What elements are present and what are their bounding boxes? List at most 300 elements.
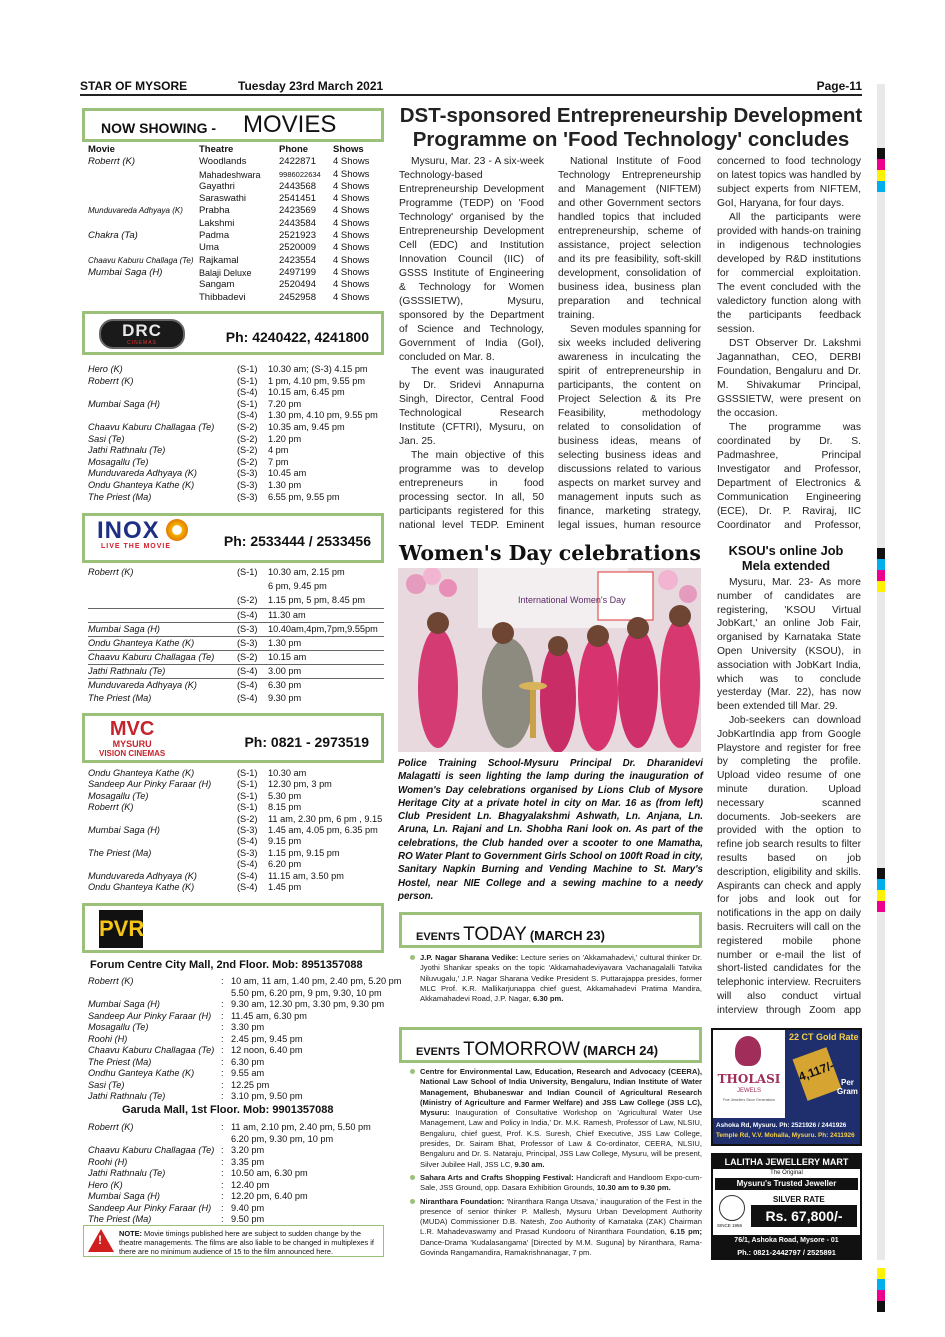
screen-label: (S-4) — [237, 610, 258, 620]
pvr-garuda-schedule — [88, 1121, 384, 1225]
movie-title — [88, 193, 199, 205]
film-title: Mumbai Saga (H) — [88, 398, 160, 409]
show-times: 12.30 pm, 3 pm — [268, 779, 332, 790]
show-times: 11.15 am, 3.50 pm — [268, 870, 344, 881]
drc-logo: DRC CINEMAS — [99, 319, 185, 349]
theatre-name: Prabha — [199, 205, 230, 217]
pvr-forum-heading: Forum Centre City Mall, 2nd Floor. Mob: 8951357088 — [90, 959, 363, 971]
theatre-phone: 2423569 — [279, 205, 316, 217]
theatre-phone: 9986022634 — [279, 169, 321, 179]
movie-row — [88, 181, 383, 193]
show-times: 11.30 am — [268, 610, 306, 620]
col-shows: Shows — [333, 144, 364, 155]
ksou-headline: KSOU's online Job Mela extended — [728, 543, 844, 573]
show-times: 7 pm — [268, 456, 289, 467]
film-title: Roberrt (K) — [88, 375, 134, 386]
mvc-schedule — [88, 767, 384, 892]
showtime-row — [88, 1056, 384, 1068]
paper-name: STAR OF MYSORE — [80, 79, 188, 93]
showtime-row — [88, 1190, 384, 1202]
show-count: 4 Shows — [333, 168, 370, 180]
showtime-row — [88, 813, 384, 824]
show-times: 10.15 am, 6.45 pm — [268, 387, 345, 398]
show-times: 1 pm, 4.10 pm, 9.55 pm — [268, 375, 366, 386]
theatre-name: Thibbadevi — [199, 291, 246, 303]
col-theatre: Theatre — [199, 144, 234, 155]
movie-title — [88, 279, 199, 291]
movie-title: Chaavu Kaburu Challaga (Te) — [88, 255, 194, 265]
movie-row — [88, 193, 383, 205]
color-registration-marks — [877, 548, 885, 592]
show-times: 6.30 pm — [268, 680, 302, 690]
drc-schedule — [88, 363, 384, 502]
pvr-header — [82, 903, 384, 953]
film-title: Munduvareda Adhyaya (K) — [88, 870, 197, 881]
bullet-icon — [410, 955, 415, 960]
article-paragraph: The event was inaugurated by Dr. Sridevi Annapurna Singh, Director, Central Food Technological Research Institute (CFTRI), Mysuru, on Jan. 25. — [399, 366, 544, 447]
movie-row — [88, 230, 383, 242]
showtime-row — [88, 608, 384, 622]
screen-label: : — [221, 1122, 224, 1132]
movie-title: Mumbai Saga (H) — [88, 266, 163, 278]
movie-title — [88, 242, 199, 254]
screen-label: : — [221, 1156, 224, 1167]
film-title: The Priest (Ma) — [88, 1056, 152, 1067]
now-showing-header — [82, 108, 384, 142]
showtime-row — [88, 1133, 384, 1145]
show-times: 9.55 am — [231, 1068, 265, 1078]
issue-date: Tuesday 23rd March 2021 — [238, 79, 384, 93]
showtime-row — [88, 998, 384, 1010]
showtime-row — [88, 987, 384, 999]
article-headline: DST-sponsored Entrepreneurship Development Programme on 'Food Technology' concludes — [399, 104, 863, 151]
show-times: 1.30 pm — [268, 638, 302, 648]
film-title: Mosagallu (Te) — [88, 456, 149, 467]
showtime-row — [88, 467, 384, 479]
movie-title — [88, 218, 199, 230]
screen-label: (S-4) — [237, 859, 258, 870]
show-times: 10.35 am, 9.45 pm — [268, 421, 345, 432]
events-tomorrow-header — [399, 1027, 702, 1063]
movie-row — [88, 267, 383, 279]
show-times: 6 pm, 9.45 pm — [268, 581, 327, 591]
screen-label: (S-2) — [237, 433, 258, 444]
note-text: Movie timings published here are subject to sudden change by the theatre managements. The films are also liable to be changed in multiplexes if there are no minimum audience of 15 to the film announced here. — [119, 1229, 374, 1256]
show-count: 4 Shows — [333, 180, 370, 192]
show-times: 9.30 pm — [268, 693, 302, 703]
showtime-row — [88, 1167, 384, 1179]
showtime-row — [88, 444, 384, 456]
mvc-phone: Ph: 0821 - 2973519 — [244, 734, 369, 750]
screen-label: (S-4) — [237, 881, 258, 892]
show-times: 9.50 pm — [231, 1214, 265, 1224]
show-times: 9.40 pm — [231, 1202, 265, 1213]
film-title: Munduvareda Adhyaya (K) — [88, 680, 197, 690]
screen-label: (S-2) — [237, 456, 258, 467]
movie-title: Roberrt (K) — [88, 156, 135, 168]
show-times: 10.45 am — [268, 468, 307, 479]
film-title: Jathi Rathnalu (Te) — [88, 1168, 166, 1178]
theatre-name: Balaji Deluxe — [199, 267, 252, 278]
show-times: 3.35 pm — [231, 1156, 265, 1167]
showtime-row — [88, 1213, 384, 1225]
showtime-row — [88, 363, 384, 375]
article-paragraph: The main objective of this programme was to develop entrepreneurs in food processing sector. In all, 50 participants registered for this national level TEDP. Eminent — [399, 450, 544, 531]
show-times: 10.50 am, 6.30 pm — [231, 1168, 308, 1178]
showtime-row — [88, 1179, 384, 1191]
screen-label: (S-1) — [237, 802, 258, 813]
showtime-row — [88, 881, 384, 892]
womens-day-headline: Women's Day celebrations — [399, 541, 701, 565]
show-times: 12.25 pm — [231, 1079, 270, 1090]
film-title: Ondu Ghanteya Kathe (K) — [88, 638, 195, 648]
showtime-row — [88, 767, 384, 778]
bullet-icon — [410, 1175, 415, 1180]
note-label: NOTE: — [119, 1229, 142, 1238]
screen-label: (S-4) — [237, 836, 258, 847]
show-count: 4 Shows — [333, 205, 370, 217]
screen-label: : — [221, 1214, 224, 1224]
show-times: 1.45 am, 4.05 pm, 6.35 pm — [268, 824, 378, 835]
tholasi-logo-panel: THOLASI JEWELS Fine Jewellers Since Generations — [713, 1030, 785, 1118]
article-paragraph: All the participants were provided with hands-on training in indigenous technologies developed by R&D institutions for commercial exploitation. The event concluded with the valedictory function along with the participants feedback session. — [717, 212, 861, 335]
show-times: 4 pm — [268, 445, 289, 456]
screen-label: (S-2) — [237, 813, 258, 824]
showtime-row — [88, 386, 384, 398]
showtime-row — [88, 1121, 384, 1133]
event-details: 'Niranthara Ranga Utsava,' inauguration of the Fest in the presence of senior thinker P. Mallesh, Mysuru Urban Development Authority (MUDA) Commissioner D.B. Natesh, Zoo Authority of Karnataka (ZAK) Chairman L.R. Mahadevaswamy and Prasad Kundooru of Niranthara Foundation, — [420, 1196, 702, 1237]
showtime-row — [88, 824, 384, 835]
event-details: Inauguration of Consultative Workshop on 'Agricultural Water Use Management, Law and Policy in India,' Dr. M.K. Ramesh, Professor of Law, NLSIU, Bengaluru, chief guest, Prof. K.S. Suresh, Chief Executive, JSS Law College, presides, Dr. Sairam Bhat, Professor of Law & Co-ordinator, CEERA, NLSIU, Bengaluru and Dr. S. Nataraju, Principal, JSS Law College, Mysuru, will be present, Silver Jubilee Hall, JSS LC, — [420, 1108, 702, 1169]
showtime-row — [88, 858, 384, 869]
showtime-row — [88, 778, 384, 789]
film-title: Roohi (H) — [88, 1033, 128, 1044]
theatre-name: Uma — [199, 242, 220, 254]
show-times: 3.10 pm, 9.50 pm — [231, 1091, 303, 1101]
show-times: 10.15 am — [268, 652, 307, 662]
event-time: 10.30 am to 9.30 pm. — [596, 1183, 671, 1193]
event-item — [420, 1067, 702, 1170]
movie-row — [88, 292, 383, 304]
theatre-name: Rajkamal — [199, 254, 239, 266]
screen-label: (S-1) — [237, 398, 258, 409]
now-showing-label: NOW SHOWING - — [101, 120, 217, 136]
theatre-phone: 2520494 — [279, 279, 316, 291]
show-times: 11 am, 2.10 pm, 2.40 pm, 5.50 pm — [231, 1122, 371, 1132]
inox-logo: INOX LIVE THE MOVIE — [97, 519, 188, 549]
film-title: Sasi (Te) — [88, 433, 125, 444]
tholasi-jewels-ad: THOLASI JEWELS Fine Jewellers Since Generations 22 CT Gold Rate 4,117/- Per Gram Ashoka Rd, Mysuru. Ph: 2521926 / 2441926 Temple Rd, V.V. Mohalla, Mysuru. Ph: 2411926 — [711, 1028, 862, 1146]
film-title: Ondu Ghanteya Kathe (K) — [88, 768, 195, 778]
pvr-logo: PVR — [99, 910, 143, 948]
theatre-phone: 2521923 — [279, 230, 316, 242]
event-time: 6.30 pm. — [533, 994, 564, 1004]
pvr-forum-schedule — [88, 975, 402, 1102]
film-title: Sandeep Aur Pinky Faraar (H) — [88, 779, 212, 790]
show-times: 2.45 pm, 9.45 pm — [231, 1033, 303, 1044]
film-title: The Priest (Ma) — [88, 1214, 152, 1224]
showtime-row — [88, 1010, 384, 1022]
screen-label: : — [221, 1056, 224, 1067]
theatre-phone: 2497199 — [279, 266, 316, 278]
screen-label: (S-3) — [237, 479, 258, 490]
show-times: 10.30 am, 2.15 pm — [268, 567, 345, 577]
film-title: Mumbai Saga (H) — [88, 1191, 160, 1201]
show-times: 3.30 pm — [231, 1022, 265, 1032]
color-registration-marks — [877, 148, 885, 192]
banner-text: International Women's Day — [518, 595, 626, 605]
show-times: 6.20 pm, 9.30 pm, 10 pm — [231, 1133, 334, 1144]
show-times: 12.20 pm, 6.40 pm — [231, 1191, 308, 1201]
article-paragraph: Mysuru, Mar. 23 - A six-week Technology-based Entrepreneurship Development Programme (TEDP) on 'Food Technology' organised by the Entrepreneurship Development Cell (EDC) and Institution Innovation Council (IIC) of GSSS Institute of Engineering & Technology for Women (GSSSIETW), Mysuru, sponsored by the Department of Science and Technology, Government of India (GoI), concluded on Mar. 8. — [399, 156, 544, 363]
ksou-article — [717, 576, 861, 1016]
showtime-row — [88, 835, 384, 846]
event-organiser: Sahara Arts and Crafts Shopping Festival: — [420, 1172, 574, 1182]
lalitha-jewellery-ad: LALITHA JEWELLERY MART The Original Mysuru's Trusted Jeweller SINCE 1956 SILVER RATE Rs. 67,800/- 76/1, Ashoka Road, Mysore - 01 Ph.: 0821-2442797 / 2525891 — [711, 1153, 862, 1260]
theatre-name: Gayathri — [199, 180, 235, 192]
event-details: Handicraft and Handloom Expo-cum-Sale, JSS Ground, opp. Dasara Exhibition Grounds, — [420, 1172, 703, 1193]
event-time: 6.15 pm; — [670, 1227, 702, 1237]
film-title: Mumbai Saga (H) — [88, 624, 160, 634]
lalitha-emblem-icon — [719, 1195, 745, 1221]
drc-phone: Ph: 4240422, 4241800 — [225, 329, 369, 345]
screen-label: (S-3) — [237, 468, 258, 479]
showtime-row — [88, 847, 384, 858]
show-times: 1.45 pm — [268, 881, 302, 892]
film-title: Roohi (H) — [88, 1156, 128, 1167]
show-times: 1.30 pm, 4.10 pm, 9.55 pm — [268, 410, 378, 421]
screen-label: (S-1) — [237, 375, 258, 386]
show-times: 6.20 pm — [268, 859, 302, 870]
film-title: The Priest (Ma) — [88, 491, 152, 502]
screen-label: : — [221, 1168, 224, 1178]
film-title: The Priest (Ma) — [88, 847, 152, 858]
showtime-row — [88, 636, 384, 650]
show-times: 1.20 pm — [268, 433, 302, 444]
film-title: Roberrt (K) — [88, 976, 134, 986]
events-today-header — [399, 912, 702, 948]
theatre-name: Woodlands — [199, 156, 247, 168]
article-paragraph: Mysuru, Mar. 23- As more number of candidates are registering, 'KSOU Virtual JobKart,' an online Job Fair, organised by Karnataka State Open University (KSOU), in association with JobKart India, which was to conclude yesterday (Mar. 22), has now been extended till Mar. 29. — [717, 577, 861, 713]
theatre-name: Saraswathi — [199, 193, 246, 205]
event-details: Lecture series on 'Akkamahadevi,' cultural thinker Dr. Jyothi Shankar speaks on the topic 'Akkamahadeviyavara Vachanagalalli Tatvika Niluvugalu,' J.P. Nagar Sharana Vedike President S. Puttarajappa presides, former MLC Prof. K.R. Mallikarjunappa chief guest, Akkamahadevi Pratima Mandira, Akkamahadevi Road, J.P. Nagar, — [420, 953, 702, 1004]
article-paragraph: National Institute of Food Technology Entrepreneurship and Management (NIFTEM) and other Government sectors handled topics that included entrepreneurship, scheme of assistance, project selection and its pre feasibility, soft-skill development, consolidation of business idea, business plan preparation and technical training. — [558, 156, 701, 321]
screen-label: (S-4) — [237, 666, 258, 676]
inox-header — [82, 513, 384, 563]
article-paragraph: The programme was coordinated by Dr. S. Padmashree, Principal Investigator and Professor, Department of Electronics & Communication Engineering (ECE), Dr. P. Raviraj, IIC Coordinator and Professor, — [717, 422, 861, 531]
col-phone: Phone — [279, 144, 309, 155]
showtime-row — [88, 566, 384, 580]
event-organiser: Centre for Environmental Law, Education, Research and Advocacy (CEERA), National Law School of India University, Bengaluru, Indian Institute of Water Management, Bhubaneswar and Indian Council of Agricultural Research (Ministry of Agriculture and Farmer Welfare) and JSS Law College (JSS LC), Mysuru: — [420, 1067, 702, 1118]
screen-label: (S-2) — [237, 595, 258, 605]
movie-row — [88, 156, 383, 168]
womens-day-caption: Police Training School-Mysuru Principal Dr. Dharanidevi Malagatti is seen lighting the lamp during the inauguration of Women's Day celebrations organised by Lions Club of Mysore Heritage City at a private hotel in city on Mar. 16 as (from left) Club President Ln. Bhagyalakshmi Ashwath, Ln. Anjana, Ln. Aruna, Ln. Rajani and Ln. Shobha Rani look on. As part of the celebrations, the Club handed over a scooter to one Mamatha, RO Water Plant to Government Girls School on 100ft Road in city, Sanitary Napkin Burning and Vending Machine to St. Mary's Hostel, near NIE College and a sewing machine to a needy person. — [398, 758, 703, 902]
show-count: 4 Shows — [333, 254, 370, 266]
movie-title — [88, 181, 199, 193]
show-times: 1.30 pm — [268, 479, 302, 490]
drc-header — [82, 311, 384, 355]
article-paragraph: Job-seekers can download JobKartIndia app from Google Playstore and register for free by completing the profile. Upload video resume of one minute duration. Upload necessary scanned documents. Job-seekers are provided with the option to refine job search results to filter results based on job description, eligibility and skills. Aspirants can check and apply for jobs and look out for notifications in the app on daily basis. Recruiters will call on the registered mobile phone number or e-mail the list of short-listed candidates for the telephonic interview. Recruiters will also conduct virtual interview through Zoom app — [717, 714, 861, 1016]
showtime-row — [88, 1144, 384, 1156]
screen-label: : — [221, 976, 224, 986]
theatre-name: Mahadeshwara — [199, 169, 261, 180]
showtime-row — [88, 580, 384, 594]
theatre-name: Sangam — [199, 279, 235, 291]
show-times: 7.20 pm — [268, 398, 302, 409]
screen-label: : — [221, 1191, 224, 1201]
showtime-row — [88, 1079, 384, 1091]
film-title: Mumbai Saga (H) — [88, 999, 160, 1009]
inox-sun-icon — [166, 519, 188, 541]
showtime-row — [88, 375, 384, 387]
movies-table — [88, 144, 383, 304]
col-movie: Movie — [88, 144, 115, 155]
screen-label: : — [221, 1091, 224, 1101]
film-title: Jathi Rathnalu (Te) — [88, 666, 166, 676]
screen-label: (S-4) — [237, 870, 258, 881]
show-count: 4 Shows — [333, 193, 370, 205]
film-title: Roberrt (K) — [88, 802, 134, 813]
gold-tag: 4,117/- — [793, 1047, 842, 1101]
events-tomorrow-list — [420, 1067, 702, 1261]
inox-phone: Ph: 2533444 / 2533456 — [223, 533, 371, 549]
womens-day-photo — [398, 568, 701, 752]
showtime-row — [88, 975, 402, 987]
show-times: 5.30 pm — [268, 790, 302, 801]
screen-label: (S-3) — [237, 824, 258, 835]
show-times: 10.40am,4pm,7pm,9.55pm — [268, 624, 378, 634]
movies-label: MOVIES — [243, 111, 337, 138]
movie-title: Munduvareda Adhyaya (K) — [88, 206, 183, 216]
show-times: 9.30 am, 12.30 pm, 3.30 pm, 9.30 pm — [231, 999, 385, 1009]
showtime-row — [88, 664, 384, 678]
screen-label: (S-1) — [237, 364, 258, 374]
theatre-phone: 2423554 — [279, 254, 316, 266]
show-times: 8.15 pm — [268, 802, 302, 813]
event-time: 9.30 am. — [514, 1159, 545, 1169]
theatre-phone: 2443584 — [279, 217, 316, 229]
movie-row — [88, 242, 383, 254]
film-title: Roberrt (K) — [88, 567, 134, 577]
article-paragraph: concerned to food technology on latest topics was handled by subject experts from NIFTEM, GoI, Haryana, for four days. — [717, 156, 861, 209]
screen-label: (S-4) — [237, 387, 258, 398]
screen-label: (S-3) — [237, 847, 258, 858]
film-title: Sandeep Aur Pinky Faraar (H) — [88, 1010, 212, 1021]
showtime-row — [88, 1202, 384, 1214]
show-count: 4 Shows — [333, 242, 370, 254]
show-times: 11.45 am, 6.30 pm — [231, 1010, 307, 1021]
inox-schedule — [88, 566, 384, 706]
show-times: 3.20 pm — [231, 1145, 265, 1155]
film-title: Ondu Ghanteya Kathe (K) — [88, 881, 195, 892]
celebration-photo-illustration — [398, 568, 701, 752]
theatre-phone: 2443568 — [279, 180, 316, 192]
color-registration-marks — [877, 868, 885, 912]
show-times: 11 am, 2.30 pm, 6 pm , 9.15 — [268, 813, 383, 824]
movie-title: Chakra (Ta) — [88, 230, 138, 242]
timings-note: ! NOTE: Movie timings published here are subject to sudden change by the theatre managements. The films are also liable to be changed in multiplexes if there are no minimum audience of 15 to the film announced here. — [83, 1225, 384, 1257]
film-title: Mosagallu (Te) — [88, 790, 149, 801]
screen-label: : — [221, 999, 224, 1009]
showtime-row — [88, 491, 384, 503]
theatre-phone: 2452958 — [279, 291, 316, 303]
show-times: 10.30 am — [268, 768, 307, 778]
show-count: 4 Shows — [333, 266, 370, 278]
showtime-row — [88, 622, 384, 636]
screen-label: (S-3) — [237, 491, 258, 502]
event-item — [420, 953, 702, 1004]
page-number: Page-11 — [816, 79, 862, 93]
show-times: 1.15 pm, 5 pm, 8.45 pm — [268, 595, 366, 605]
showtime-row — [88, 1067, 384, 1079]
screen-label: : — [221, 1145, 224, 1155]
screen-label: : — [221, 1045, 224, 1055]
screen-label: (S-1) — [237, 779, 258, 790]
film-title: Chaavu Kaburu Challagaa (Te) — [88, 652, 215, 662]
showtime-row — [88, 1021, 384, 1033]
film-title: Mumbai Saga (H) — [88, 824, 160, 835]
mvc-logo: MVC MYSURU VISION CINEMAS — [99, 718, 166, 758]
article-paragraph: DST Observer Dr. Lakshmi Jagannathan, CEO, DERBI Foundation, Bengaluru and Dr. M. Shivakumar Principal, GSSSIETW, were present on the occasion. — [717, 338, 861, 419]
screen-label: (S-2) — [237, 652, 258, 662]
film-title: Ondhu Ganteya Kathe (K) — [88, 1068, 195, 1078]
movie-row — [88, 255, 383, 267]
article-column-2 — [558, 155, 701, 533]
events-tomorrow-title: EVENTS TOMORROW (MARCH 24) — [416, 1039, 659, 1060]
showtime-row — [88, 594, 384, 608]
film-title: Chaavu Kaburu Challagaa (Te) — [88, 1045, 215, 1055]
showtime-row — [88, 421, 384, 433]
theatre-name: Padma — [199, 230, 230, 242]
show-times: 6.30 pm — [231, 1056, 265, 1067]
showtime-row — [88, 678, 384, 692]
film-title: The Priest (Ma) — [88, 693, 152, 703]
per-gram: Per Gram — [837, 1078, 858, 1096]
show-times: 10 am, 11 am, 1.40 pm, 2.40 pm, 5.20 pm — [231, 976, 402, 986]
event-item — [420, 1173, 702, 1194]
film-title: Roberrt (K) — [88, 1122, 134, 1132]
movie-row — [88, 169, 383, 181]
screen-label: (S-1) — [237, 768, 258, 778]
screen-label: (S-3) — [237, 638, 258, 648]
peacock-icon — [735, 1036, 761, 1066]
film-title: Sandeep Aur Pinky Faraar (H) — [88, 1202, 212, 1213]
bullet-icon — [410, 1069, 415, 1074]
showtime-row — [88, 1044, 384, 1056]
events-today-title: EVENTS TODAY (MARCH 23) — [416, 924, 605, 945]
showtime-row — [88, 1156, 384, 1168]
film-title: Ondu Ghanteya Kathe (K) — [88, 479, 195, 490]
screen-label: : — [221, 1179, 224, 1190]
movie-row — [88, 218, 383, 230]
showtime-row — [88, 650, 384, 664]
event-details-extra: Dance-Drama 'Kudalasangama' [Directed by M.M. Suguna] by Niranthara, Rama-Govinda Rangamandira, Ramakrishnanagar, 7 pm. — [420, 1237, 702, 1258]
showtime-row — [88, 456, 384, 468]
film-title: Mosagallu (Te) — [88, 1022, 149, 1032]
event-organiser: Niranthara Foundation: — [420, 1196, 505, 1206]
screen-label: (S-2) — [237, 421, 258, 432]
screen-label: (S-1) — [237, 790, 258, 801]
screen-label: : — [221, 1022, 224, 1032]
screen-label: (S-1) — [237, 567, 258, 577]
show-count: 4 Shows — [333, 291, 370, 303]
film-title: Munduvareda Adhyaya (K) — [88, 468, 197, 479]
screen-label: (S-4) — [237, 410, 258, 421]
pvr-garuda-heading: Garuda Mall, 1st Floor. Mob: 9901357088 — [122, 1104, 334, 1116]
article-paragraph: Seven modules spanning for six weeks included delivering awareness in inculcating the spirit of entrepreneurship in participants, the content on Project Selection & its Pre Feasibility, methodology related to consolidation of business ideas, means of selecting business ideas and discussions related to various aspects on market survey and management inputs such as finance, marketing strategy, legal issues, human resource — [558, 324, 701, 531]
events-today-list — [420, 953, 702, 1007]
screen-label: : — [221, 1202, 224, 1213]
